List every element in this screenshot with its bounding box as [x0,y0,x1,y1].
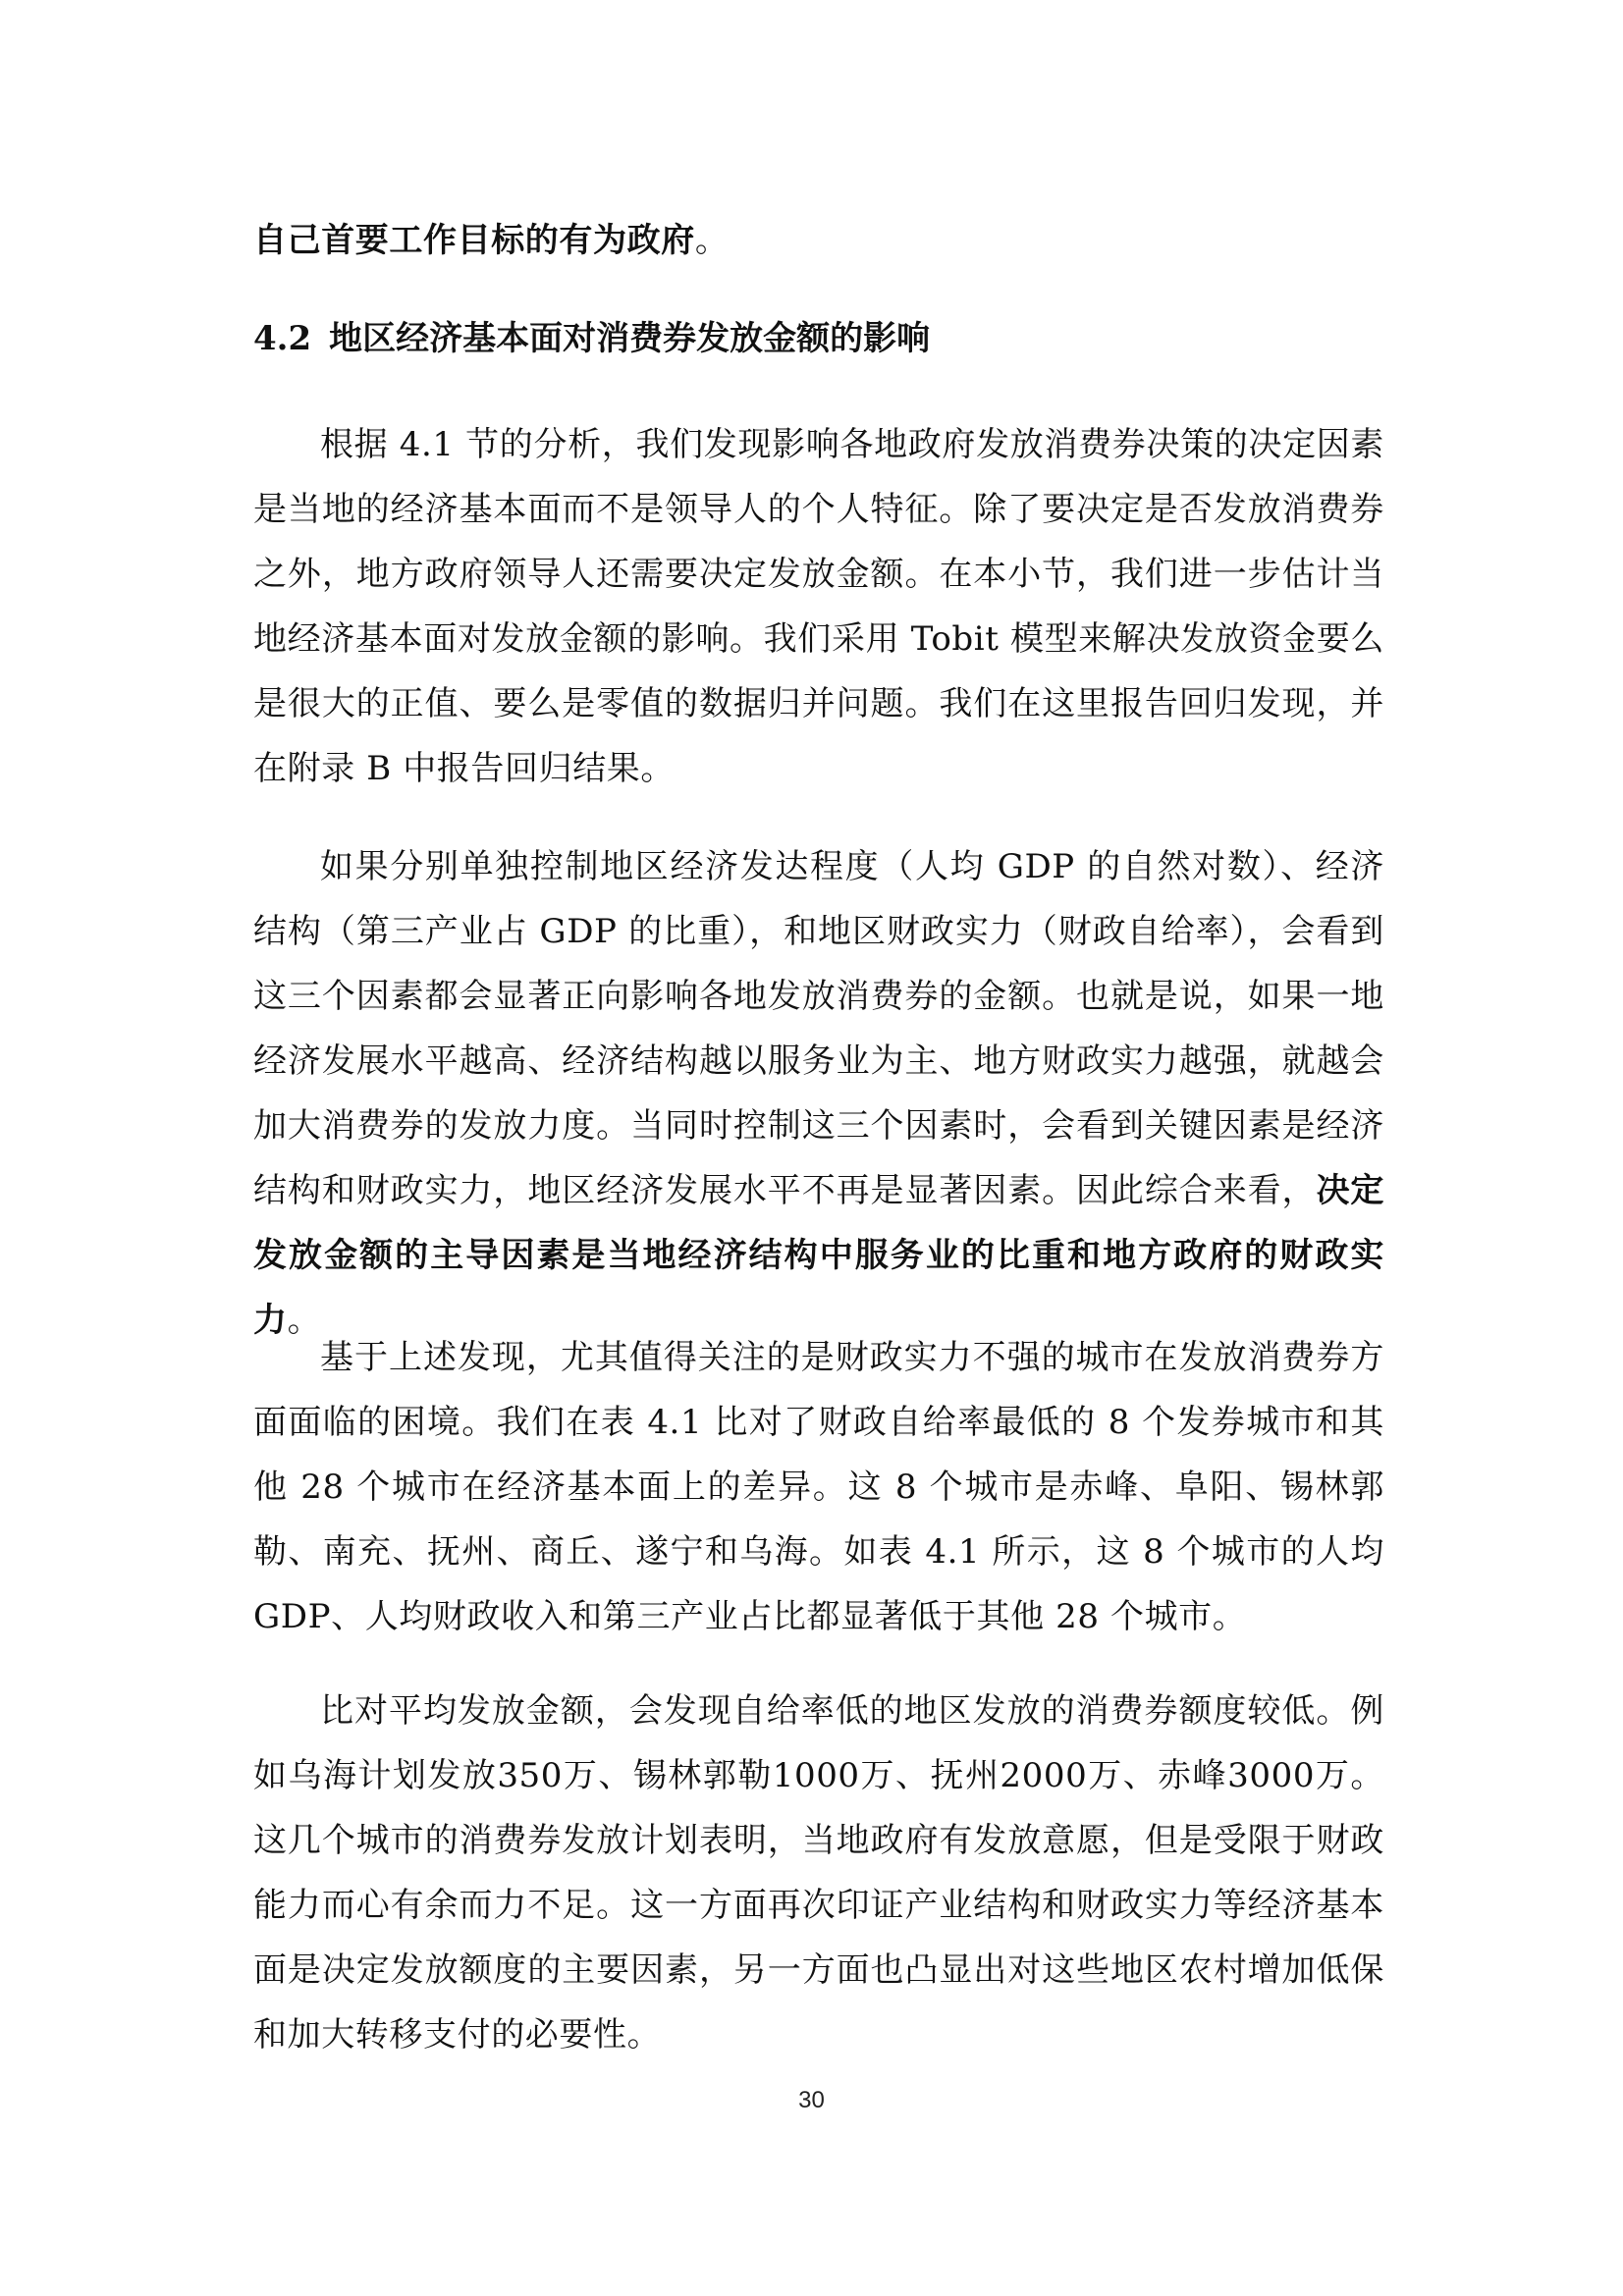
page-number: 30 [798,2087,825,2113]
continuation-line [253,208,1384,273]
paragraph-2-bold-conclusion: 决定发放金额的主导因素是当地经济结构中服务业的比重和地方政府的财政实力 [253,1171,1384,1340]
paragraph-4: 比对平均发放金额，会发现自给率低的地区发放的消费券额度较低。例如乌海计划发放350万、锡林郭勒1000万、抚州2000万、赤峰3000万。这几个城市的消费券发放计划表明，当地政府有发放意愿，但是受限于财政能力而心有余而力不足。这一方面再次印证产业结构和财政实力等经济基本面是决定发放额度的主要因素，另一方面也凸显出对这些地区农村增加低保和加大转移支付的必要性。 [253,1691,1384,2055]
section-heading [253,306,1384,371]
paragraph-1: 根据 4.1 节的分析，我们发现影响各地政府发放消费券决策的决定因素是当地的经济基本面而不是领导人的个人特征。除了要决定是否发放消费券之外，地方政府领导人还需要决定发放金额。在本小节，我们进一步估计当地经济基本面对发放金额的影响。我们采用 Tobit 模型来解决发放资金要么是很大的正值、要么是零值的数据归并问题。我们在这里报告回归发现，并在附录 B 中报告回归结果。 [253,425,1384,788]
paragraph-2-text: 如果分别单独控制地区经济发达程度（人均 GDP 的自然对数）、经济结构（第三产业占 GDP 的比重），和地区财政实力（财政自给率），会看到这三个因素都会显著正向影响各地发放消费券的金额。也就是说，如果一地经济发展水平越高、经济结构越以服务业为主、地方财政实力越强，就越会加大消费券的发放力度。当同时控制这三个因素时，会看到关键因素是经济结构和财政实力，地区经济发展水平不再是显著因素。因此综合来看， [253,847,1384,1210]
continuation-bold-text: 自己首要工作目标的有为政府 [253,221,695,260]
section-number: 4.2 [253,319,312,358]
section-title: 地区经济基本面对消费券发放金额的影响 [329,319,931,358]
paragraph-3: 基于上述发现，尤其值得关注的是财政实力不强的城市在发放消费券方面面临的困境。我们在表 4.1 比对了财政自给率最低的 8 个发券城市和其他 28 个城市在经济基本面上的差异。这 8 个城市是赤峰、阜阳、锡林郭勒、南充、抚州、商丘、遂宁和乌海。如表 4.1 所示，这 8 个城市的人均 GDP、人均财政收入和第三产业占比都显著低于其他 28 个城市。 [253,1338,1384,1636]
paragraph-2 [253,834,1384,1353]
continuation-tail: 。 [694,221,730,260]
paragraph-2-tail: 。 [287,1301,322,1340]
